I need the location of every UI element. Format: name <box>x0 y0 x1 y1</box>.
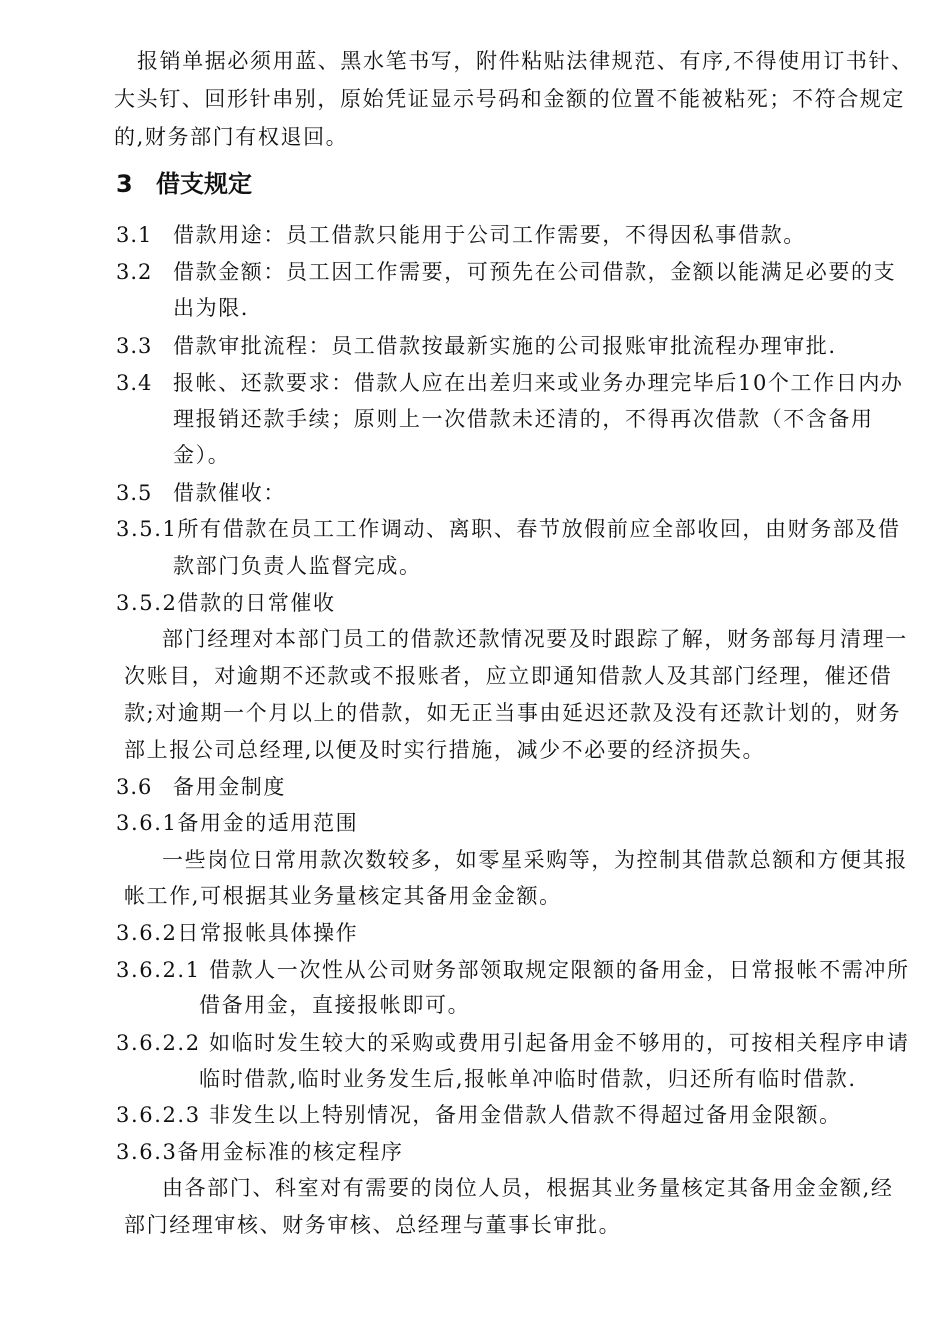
item-3-3-text: 借款审批流程：员工借款按最新实施的公司报账审批流程办理审批. <box>173 334 837 358</box>
item-3-4-line-2: 理报销还款手续；原则上一次借款未还清的，不得再次借款（不含备用 <box>173 407 874 431</box>
intro-line-1: 报销单据必须用蓝、黑水笔书写，附件粘贴法律规范、有序,不得使用订书针、 <box>137 49 914 73</box>
item-3-6-2-2-line-2: 临时借款,临时业务发生后,报帐单冲临时借款，归还所有临时借款. <box>199 1067 857 1091</box>
item-3-5-text: 借款催收： <box>173 481 286 505</box>
intro-line-2: 大头钉、回形针串别，原始凭证显示号码和金额的位置不能被粘死；不符合规定 <box>114 87 905 111</box>
item-3-5-2-line-4: 部上报公司总经理,以便及时实行措施，减少不必要的经济损失。 <box>124 738 766 762</box>
intro-line-3: 的,财务部门有权退回。 <box>114 125 349 149</box>
item-3-5-1-line-1: 3.5.1所有借款在员工工作调动、离职、春节放假前应全部收回，由财务部及借 <box>116 517 901 541</box>
item-3-2-line-2: 出为限. <box>173 296 250 320</box>
item-3-6-2-3-line-1: 3.6.2.3 非发生以上特别情况，备用金借款人借款不得超过备用金限额。 <box>116 1103 842 1127</box>
section-number: 3 <box>116 170 133 198</box>
item-3-6-3-title: 3.6.3备用金标准的核定程序 <box>116 1140 404 1164</box>
item-3-1-text: 借款用途：员工借款只能用于公司工作需要，不得因私事借款。 <box>173 223 806 247</box>
item-3-5-number: 3.5 <box>116 481 153 505</box>
item-3-4-number: 3.4 <box>116 371 153 395</box>
item-3-6-2-title: 3.6.2日常报帐具体操作 <box>116 921 359 945</box>
item-3-6-2-1-line-2: 借备用金，直接报帐即可。 <box>199 993 471 1017</box>
item-3-3-number: 3.3 <box>116 334 153 358</box>
item-3-4-line-3: 金）。 <box>173 443 231 467</box>
item-3-6-1-line-2: 帐工作,可根据其业务量核定其备用金金额。 <box>124 884 562 908</box>
item-3-6-number: 3.6 <box>116 775 153 799</box>
item-3-5-2-line-3: 款;对逾期一个月以上的借款，如无正当事由延迟还款及没有还款计划的，财务 <box>124 701 902 725</box>
section-heading <box>116 168 252 200</box>
item-3-6-1-title: 3.6.1备用金的适用范围 <box>116 811 359 835</box>
item-3-6-2-2-line-1: 3.6.2.2 如临时发生较大的采购或费用引起备用金不够用的，可按相关程序申请 <box>116 1031 910 1055</box>
item-3-2-line-1: 借款金额：员工因工作需要，可预先在公司借款，金额以能满足必要的支 <box>173 260 897 284</box>
item-3-6-3-line-1: 由各部门、科室对有需要的岗位人员，根据其业务量核定其备用金金额,经 <box>162 1176 894 1200</box>
item-3-6-3-line-2: 部门经理审核、财务审核、总经理与董事长审批。 <box>124 1213 622 1237</box>
section-title: 借支规定 <box>156 170 252 198</box>
item-3-5-2-title: 3.5.2借款的日常催收 <box>116 591 336 615</box>
item-3-5-2-line-2: 次账目，对逾期不还款或不报账者，应立即通知借款人及其部门经理，催还借 <box>124 664 893 688</box>
item-3-4-line-1: 报帐、还款要求：借款人应在出差归来或业务办理完毕后10个工作日内办 <box>173 371 904 395</box>
item-3-5-1-line-2: 款部门负责人监督完成。 <box>173 554 422 578</box>
item-3-5-2-line-1: 部门经理对本部门员工的借款还款情况要及时跟踪了解，财务部每月清理一 <box>162 627 908 651</box>
item-3-6-text: 备用金制度 <box>173 775 286 799</box>
item-3-1-number: 3.1 <box>116 223 153 247</box>
item-3-6-2-1-line-1: 3.6.2.1 借款人一次性从公司财务部领取规定限额的备用金，日常报帐不需冲所 <box>116 958 910 982</box>
item-3-6-1-line-1: 一些岗位日常用款次数较多，如零星采购等，为控制其借款总额和方便其报 <box>162 848 908 872</box>
item-3-2-number: 3.2 <box>116 260 153 284</box>
